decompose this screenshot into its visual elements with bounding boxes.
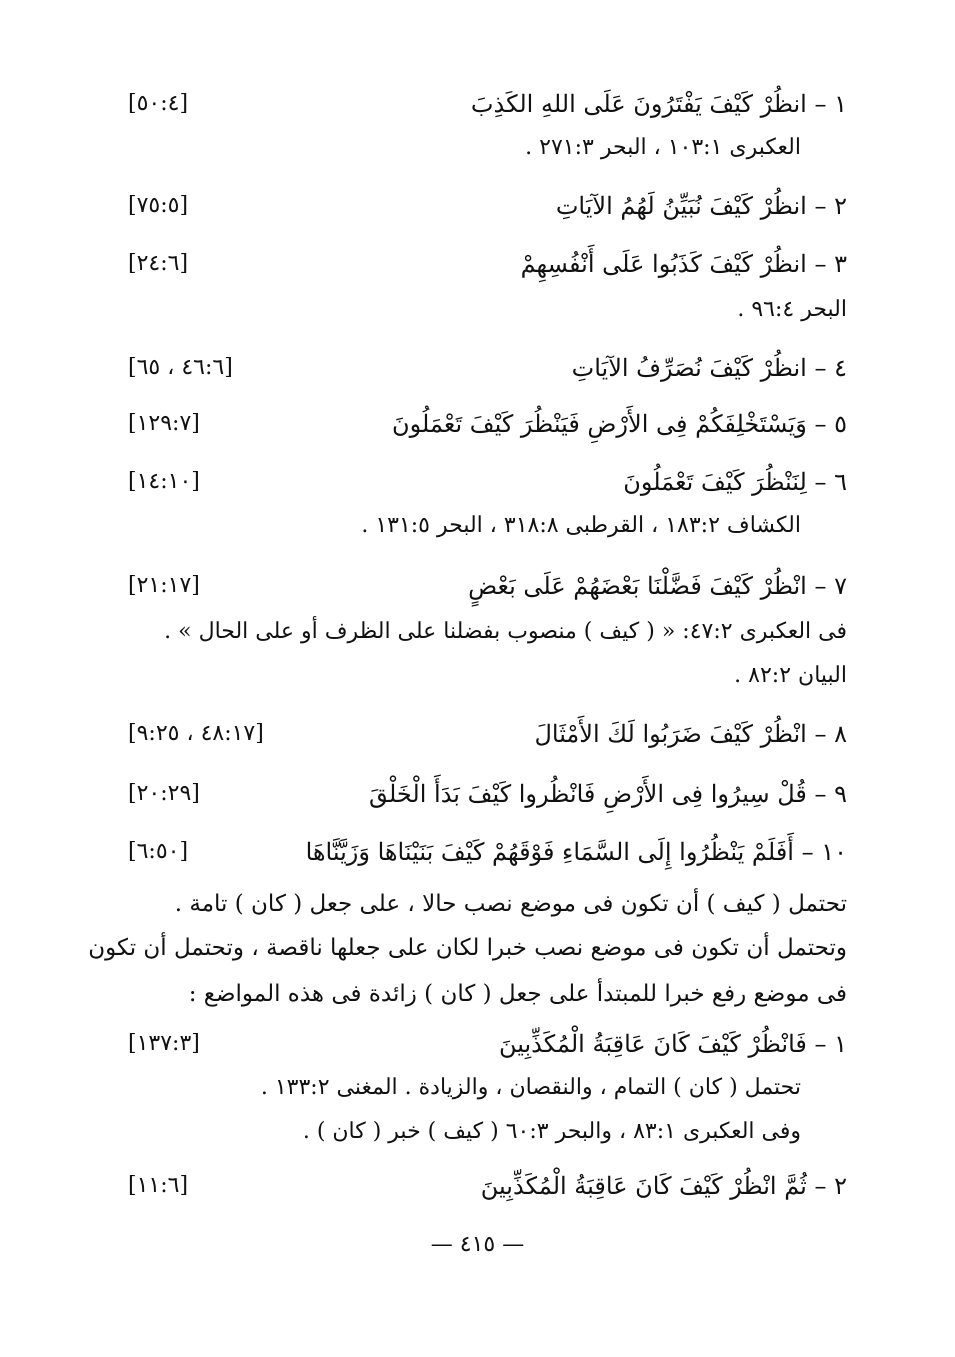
entry-7-note: فى العكبرى ٤٧:٢: « ( كيف ) منصوب بفضلنا على الظرف أو على الحال » . <box>164 619 847 644</box>
verse-reference: [١٢٩:٧] <box>128 411 200 436</box>
paragraph-line-1: تحتمل ( كيف ) أن تكون فى موضع نصب حالا ، على جعل ( كان ) تامة . <box>174 891 847 917</box>
entry-6 <box>128 462 847 502</box>
entry-1 <box>128 84 847 124</box>
verse-reference: [١١:٦] <box>128 1173 189 1198</box>
verse-text: ١ – انظُرْ كَيْفَ يَفْتَرُونَ عَلَى اللهِ الكَذِبَ <box>470 90 847 118</box>
verse-reference: [٦:٥٠] <box>128 839 189 864</box>
verse-text: ١٠ – أَفَلَمْ يَنْظُرُوا إِلَى السَّمَاءِ فَوْقَهُمْ كَيْفَ بَنَيْنَاهَا وَزَيَّنَّاهَا <box>305 838 847 866</box>
verse-text: ٢ – ثُمَّ انْظُرْ كَيْفَ كَانَ عَاقِبَةُ الْمُكَذِّبِينَ <box>480 1172 847 1200</box>
entry-2 <box>128 186 847 226</box>
verse-reference: [٢١:١٧] <box>128 573 200 598</box>
entry-9 <box>128 774 847 814</box>
verse-reference: [٢٤:٦] <box>128 251 189 276</box>
entry-1-note: العكبرى ١٠٣:١ ، البحر ٢٧١:٣ . <box>525 135 801 160</box>
verse-text: ٨ – انْظُرْ كَيْفَ ضَرَبُوا لَكَ الأَمْثَالَ <box>534 720 847 748</box>
page-number: — ٤١٥ — <box>430 1232 525 1257</box>
entry-10 <box>128 832 847 872</box>
verse-text: ٧ – انْظُرْ كَيْفَ فَضَّلْنَا بَعْضَهُمْ عَلَى بَعْضٍ <box>468 572 847 600</box>
entry2-1-note: تحتمل ( كان ) التمام ، والنقصان ، والزيادة . المغنى ١٣٣:٢ . <box>260 1075 801 1100</box>
entry-6-note: الكشاف ١٨٣:٢ ، القرطبى ٣١٨:٨ ، البحر ١٣١:٥ . <box>361 513 801 538</box>
verse-reference: [١٤:١٠] <box>128 469 200 494</box>
entry-7 <box>128 566 847 606</box>
entry2-1 <box>128 1024 847 1064</box>
verse-reference: [٤٦:٦ ، ٦٥] <box>128 355 233 380</box>
verse-text: ٥ – وَيَسْتَخْلِفَكُمْ فِى الأَرْضِ فَيَنْظُرَ كَيْفَ تَعْمَلُونَ <box>392 410 847 438</box>
entry-3-note: البحر ٩٦:٤ . <box>737 297 847 322</box>
entry2-2 <box>128 1166 847 1206</box>
verse-reference: [٢٠:٢٩] <box>128 781 200 806</box>
verse-reference: [١٣٧:٣] <box>128 1031 200 1056</box>
verse-text: ١ – فَانْظُرْ كَيْفَ كَانَ عَاقِبَةُ الْمُكَذِّبِينَ <box>498 1030 847 1058</box>
entry-4 <box>128 348 847 388</box>
entry-5 <box>128 404 847 444</box>
entry-3 <box>128 244 847 284</box>
verse-reference: [٥٠:٤] <box>128 91 189 116</box>
verse-text: ٢ – انظُرْ كَيْفَ نُبَيِّنُ لَهُمُ الآيَاتِ <box>555 192 847 220</box>
paragraph-line-2: وتحتمل أن تكون فى موضع نصب خبرا لكان على جعلها ناقصة ، وتحتمل أن تكون <box>88 935 847 961</box>
verse-text: ٣ – انظُرْ كَيْفَ كَذَبُوا عَلَى أَنْفُسِهِمْ <box>520 250 847 278</box>
entry-7-note-2: البيان ٨٢:٢ . <box>734 663 847 688</box>
entry2-1-note-2: وفى العكبرى ٨٣:١ ، والبحر ٦٠:٣ ( كيف ) خبر ( كان ) . <box>302 1119 801 1144</box>
entry-8 <box>128 714 847 754</box>
verse-reference: [٧٥:٥] <box>128 193 189 218</box>
verse-reference: [٤٨:١٧ ، ٩:٢٥] <box>128 721 264 746</box>
verse-text: ٩ – قُلْ سِيرُوا فِى الأَرْضِ فَانْظُروا كَيْفَ بَدَأَ الْخَلْقَ <box>368 780 847 808</box>
verse-text: ٦ – لِنَنْظُرَ كَيْفَ تَعْمَلُونَ <box>623 468 847 496</box>
verse-text: ٤ – انظُرْ كَيْفَ نُصَرِّفُ الآيَاتِ <box>571 354 847 382</box>
paragraph-line-3: فى موضع رفع خبرا للمبتدأ على جعل ( كان ) زائدة فى هذه المواضع : <box>188 981 847 1007</box>
